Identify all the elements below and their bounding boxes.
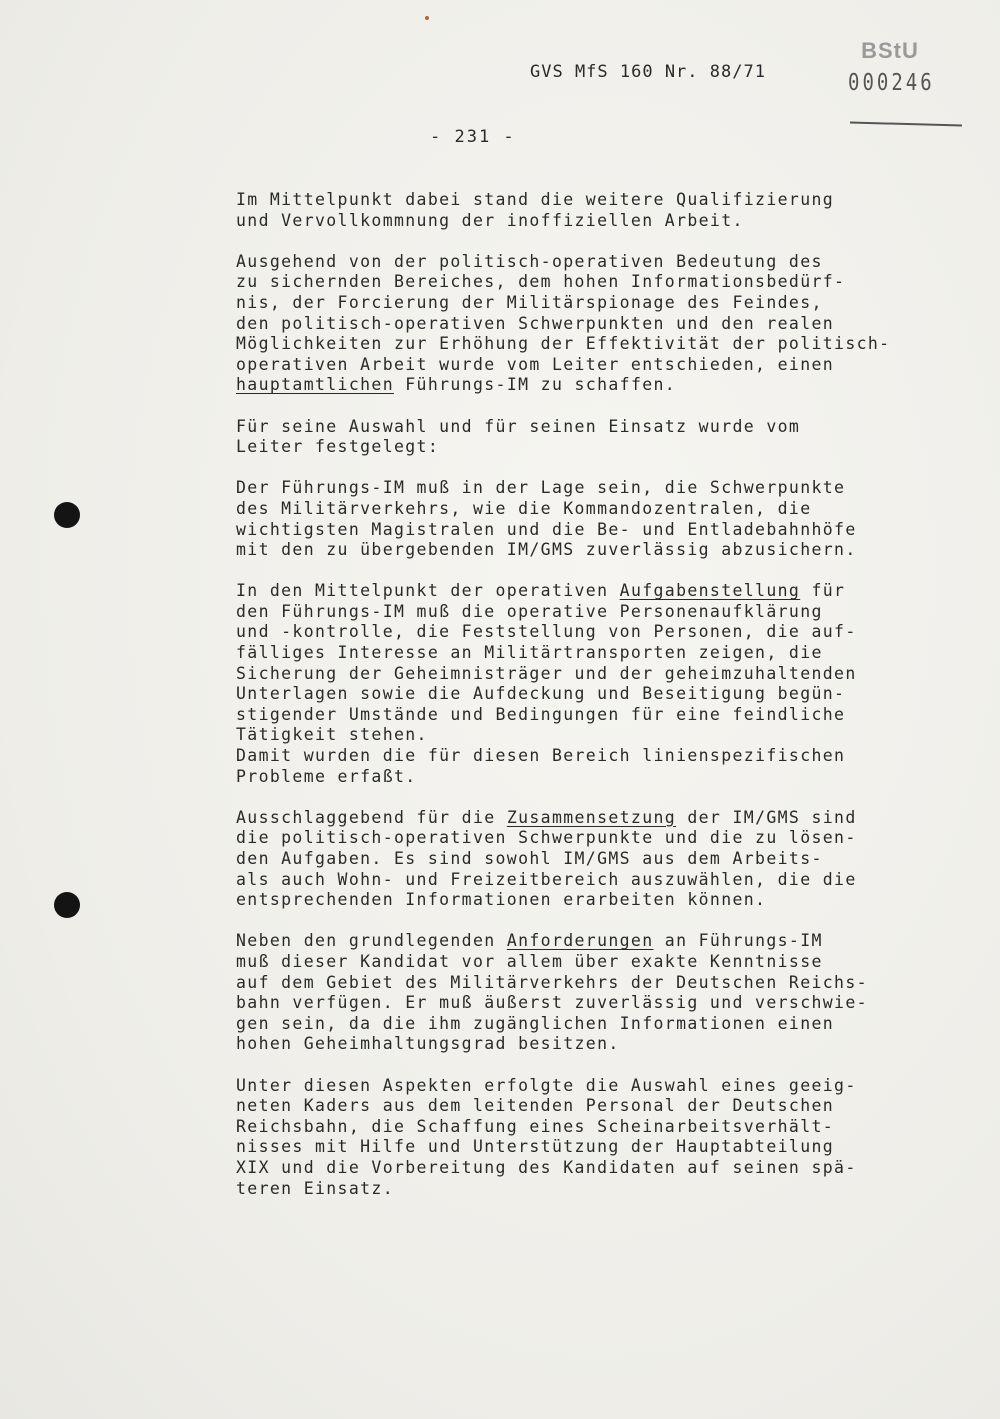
- text-segment: Leiter festgelegt:: [236, 437, 440, 457]
- text-line: [236, 1137, 996, 1158]
- text-line: [236, 417, 996, 438]
- text-segment: Der Führungs-IM muß in der Lage sein, die Schwerpunkte: [236, 478, 846, 498]
- text-line: [236, 870, 996, 891]
- text-line: [236, 190, 996, 211]
- text-segment: neten Kaders aus dem leitenden Personal der Deutschen: [236, 1096, 835, 1116]
- text-segment: den politisch-operativen Schwerpunkten und den realen: [236, 313, 835, 333]
- text-segment: mit den zu übergebenden IM/GMS zuverlässig abzusichern.: [236, 540, 857, 560]
- text-segment: hohen Geheimhaltungsgrad besitzen.: [236, 1034, 620, 1054]
- text-line: [236, 520, 996, 541]
- text-segment: nisses mit Hilfe und Unterstützung der Hauptabteilung: [236, 1137, 835, 1157]
- paragraph: [236, 1076, 996, 1200]
- page-number: - 231 -: [430, 127, 516, 147]
- text-segment: den Aufgaben. Es sind sowohl IM/GMS aus dem Arbeits-: [236, 849, 823, 868]
- text-line: [236, 272, 996, 293]
- text-segment: Ausgehend von der politisch-operativen Bedeutung des: [236, 251, 823, 271]
- text-segment: der IM/GMS sind: [676, 807, 857, 827]
- underlined-term: Anforderungen: [506, 931, 654, 951]
- text-line: [236, 499, 996, 520]
- underlined-term: Aufgabenstellung: [619, 581, 801, 601]
- text-line: [236, 684, 996, 705]
- text-line: [236, 808, 996, 829]
- text-segment: für: [800, 581, 846, 601]
- text-line: [236, 334, 996, 355]
- text-segment: und Vervollkommnung der inoffiziellen Arbeit.: [236, 210, 744, 230]
- text-segment: Damit wurden die für diesen Bereich linienspezifischen: [236, 746, 846, 766]
- stamp-rule: [850, 122, 962, 127]
- body-text: [236, 190, 996, 1199]
- text-line: [236, 293, 996, 314]
- text-segment: Im Mittelpunkt dabei stand die weitere Qualifizierung: [236, 190, 835, 209]
- text-segment: Unter diesen Aspekten erfolgte die Auswahl eines geeig-: [236, 1075, 857, 1095]
- underlined-term: hauptamtlichen: [236, 375, 394, 395]
- text-segment: XIX und die Vorbereitung des Kandidaten auf seinen spä-: [236, 1157, 857, 1177]
- text-line: [236, 375, 996, 396]
- paragraph-gap: [236, 1055, 996, 1076]
- paragraph: [236, 252, 996, 396]
- text-line: [236, 890, 996, 911]
- text-segment: wichtigsten Magistralen und die Be- und Entladebahnhöfe: [236, 519, 857, 539]
- text-segment: an Führungs-IM: [653, 931, 823, 951]
- text-line: [236, 725, 996, 746]
- paragraph-gap: [236, 396, 996, 417]
- stamp-page-number: 000246: [848, 69, 935, 97]
- text-line: [236, 478, 996, 499]
- text-segment: entsprechenden Informationen erarbeiten können.: [236, 890, 767, 910]
- text-line: [236, 252, 996, 273]
- text-line: [236, 622, 996, 643]
- paragraph: [236, 808, 996, 911]
- text-segment: operativen Arbeit wurde vom Leiter entschieden, einen: [236, 354, 835, 374]
- text-line: [236, 705, 996, 726]
- paragraph-gap: [236, 911, 996, 932]
- text-line: [236, 828, 996, 849]
- punch-hole-top: [54, 502, 80, 528]
- text-segment: Für seine Auswahl und für seinen Einsatz wurde vom: [236, 416, 801, 436]
- paragraph: [236, 417, 996, 458]
- text-line: [236, 1179, 996, 1200]
- paragraph: [236, 478, 996, 560]
- text-segment: In den Mittelpunkt der operativen: [236, 581, 620, 601]
- text-segment: gen sein, da die ihm zugänglichen Informationen einen: [236, 1013, 835, 1033]
- text-segment: Probleme erfaßt.: [236, 766, 417, 786]
- text-segment: Möglichkeiten zur Erhöhung der Effektivität der politisch-: [236, 334, 891, 354]
- text-segment: Neben den grundlegenden: [236, 931, 507, 951]
- text-line: [236, 664, 996, 685]
- punch-hole-bottom: [54, 892, 80, 918]
- text-line: [236, 973, 996, 994]
- text-segment: den Führungs-IM muß die operative Personenaufklärung: [236, 601, 823, 621]
- document-reference: GVS MfS 160 Nr. 88/71: [530, 62, 766, 82]
- paragraph: [236, 190, 996, 231]
- text-line: [236, 602, 996, 623]
- text-segment: Tätigkeit stehen.: [236, 725, 428, 745]
- text-line: [236, 931, 996, 952]
- text-segment: die politisch-operativen Schwerpunkte und die zu lösen-: [236, 828, 857, 848]
- text-line: [236, 746, 996, 767]
- paragraph-gap: [236, 458, 996, 479]
- paragraph-gap: [236, 787, 996, 808]
- text-segment: des Militärverkehrs, wie die Kommandozentralen, die: [236, 498, 812, 518]
- text-segment: stigender Umstände und Bedingungen für eine feindliche: [236, 704, 846, 724]
- text-line: [236, 952, 996, 973]
- stamp-label: BStU: [861, 38, 919, 63]
- text-segment: teren Einsatz.: [236, 1178, 394, 1198]
- text-segment: als auch Wohn- und Freizeitbereich auszuwählen, die die: [236, 869, 857, 889]
- paragraph-gap: [236, 561, 996, 582]
- paper-speck: [425, 16, 429, 20]
- paragraph: [236, 931, 996, 1055]
- text-line: [236, 1014, 996, 1035]
- text-segment: Führungs-IM zu schaffen.: [393, 375, 677, 395]
- text-line: [236, 211, 996, 232]
- text-segment: bahn verfügen. Er muß äußerst zuverlässig und verschwie-: [236, 993, 868, 1013]
- text-line: [236, 355, 996, 376]
- text-segment: Reichsbahn, die Schaffung eines Scheinarbeitsverhält-: [236, 1116, 835, 1136]
- text-line: [236, 643, 996, 664]
- text-segment: fälliges Interesse an Militärtransporten zeigen, die: [236, 643, 823, 663]
- text-segment: auf dem Gebiet des Militärverkehrs der Deutschen Reichs-: [236, 972, 868, 992]
- text-segment: zu sichernden Bereiches, dem hohen Informationsbedürf-: [236, 272, 846, 292]
- underlined-term: Zusammensetzung: [506, 807, 677, 827]
- paragraph: [236, 581, 996, 787]
- text-line: [236, 1117, 996, 1138]
- text-line: [236, 993, 996, 1014]
- text-line: [236, 314, 996, 335]
- text-line: [236, 437, 996, 458]
- text-line: [236, 1096, 996, 1117]
- text-line: [236, 1158, 996, 1179]
- text-segment: nis, der Forcierung der Militärspionage des Feindes,: [236, 292, 823, 312]
- text-line: [236, 1076, 996, 1097]
- text-line: [236, 767, 996, 788]
- text-line: [236, 1034, 996, 1055]
- paragraph-gap: [236, 231, 996, 252]
- text-segment: und -kontrolle, die Feststellung von Personen, die auf-: [236, 622, 857, 642]
- text-segment: Ausschlaggebend für die: [236, 807, 507, 827]
- text-segment: Sicherung der Geheimnisträger und der geheimzuhaltenden: [236, 663, 857, 683]
- text-line: [236, 540, 996, 561]
- archive-stamp: [848, 38, 938, 97]
- text-segment: muß dieser Kandidat vor allem über exakte Kenntnisse: [236, 951, 823, 971]
- text-line: [236, 581, 996, 602]
- text-segment: Unterlagen sowie die Aufdeckung und Beseitigung begün-: [236, 684, 846, 704]
- text-line: [236, 849, 996, 870]
